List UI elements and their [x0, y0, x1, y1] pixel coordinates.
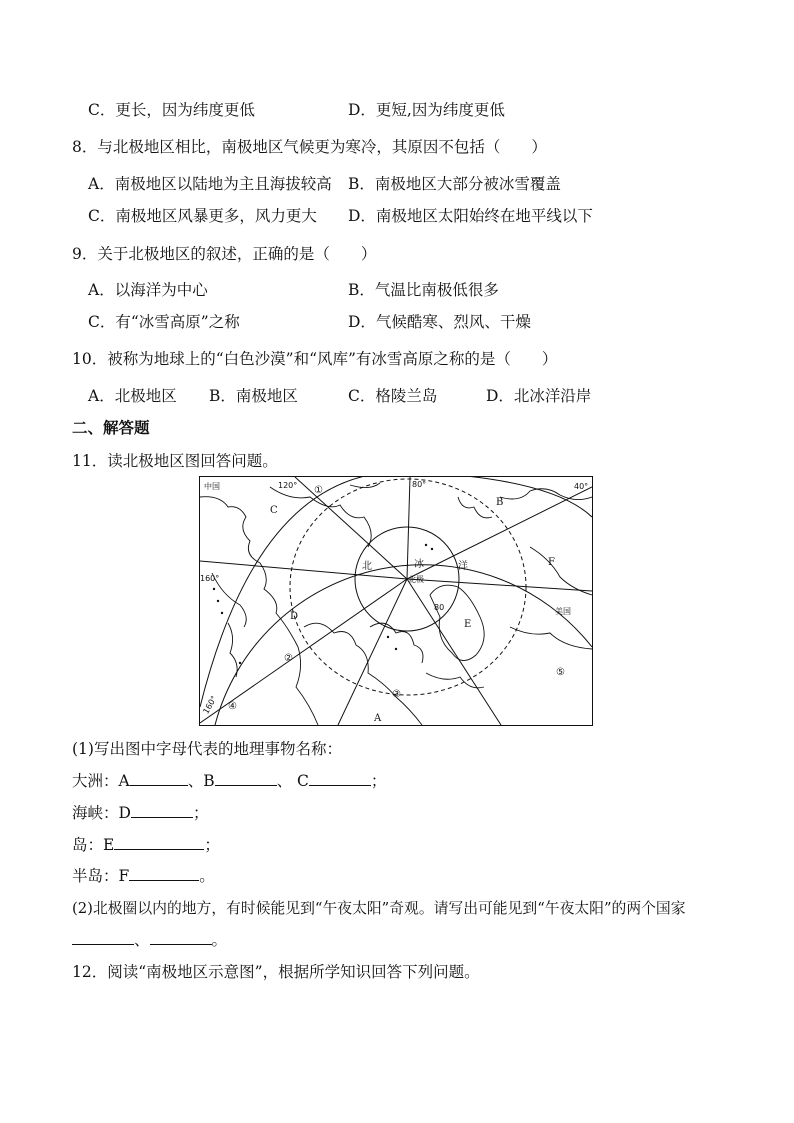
- q10-stem: 10．被称为地球上的“白色沙漠”和“风库”有冰雪高原之称的是（ ）: [72, 350, 558, 368]
- arctic-map-figure: [200, 477, 592, 725]
- small-islands: [213, 544, 433, 664]
- q8-option-a: A．南极地区以陆地为主且海拔较高: [88, 175, 332, 193]
- continent-a-label: A: [118, 772, 130, 790]
- q8-option-b: B．南极地区大部分被冰雪覆盖: [348, 175, 561, 193]
- label-china: 中国: [204, 482, 220, 491]
- island-end: ；: [204, 836, 220, 854]
- q10-option-c: C．格陵兰岛: [348, 387, 438, 405]
- continents-label: 大洲：: [72, 772, 119, 790]
- q12-stem: 12．阅读“南极地区示意图”，根据所学知识回答下列问题。: [72, 963, 480, 981]
- q11-part1: (1)写出图中字母代表的地理事物名称：: [72, 740, 342, 758]
- q11-part2: (2)北极圈以内的地方，有时候能见到“午夜太阳”奇观。请写出可能见到“午夜太阳”的两个国家: [72, 900, 686, 917]
- label-pole: 北极: [408, 575, 424, 584]
- answer-blank-c[interactable]: [309, 771, 371, 786]
- answer-blank-b[interactable]: [215, 771, 277, 786]
- label-lon160: 160°: [200, 574, 220, 583]
- meridian-lines: [200, 477, 592, 725]
- q11-island-line: [72, 835, 220, 855]
- answer-blank-d[interactable]: [131, 803, 193, 818]
- q9-option-d: D．气候酷寒、烈风、干燥: [348, 313, 531, 331]
- q8-stem: 8．与北极地区相比，南极地区气候更为寒冷，其原因不包括（ ）: [72, 138, 547, 156]
- continents-end: ；: [370, 772, 387, 790]
- answer-blank-e[interactable]: [114, 835, 204, 850]
- continent-c-label: 、 C: [276, 772, 309, 790]
- part2-sep: 、: [134, 931, 150, 949]
- q8-option-d: D．南极地区太阳始终在地平线以下: [348, 207, 593, 225]
- label-A: A: [374, 713, 382, 724]
- arctic-map: [199, 476, 593, 726]
- q10-option-d: D．北冰洋沿岸: [486, 387, 592, 405]
- peninsula-label: 半岛：F: [72, 867, 130, 885]
- answer-blank-f[interactable]: [129, 866, 199, 881]
- q9-option-a: A．以海洋为中心: [88, 281, 208, 299]
- q10-option-b: B．南极地区: [209, 387, 298, 405]
- answer-blank-country-2[interactable]: [150, 930, 212, 945]
- q11-continents-line: [72, 771, 386, 791]
- label-lon40: 40°: [574, 482, 589, 491]
- label-lat80: 80: [434, 603, 445, 612]
- label-usa: 美国: [555, 607, 571, 616]
- label-yang: 洋: [458, 561, 468, 572]
- label-C: C: [270, 505, 278, 516]
- q9-stem: 9．关于北极地区的叙述，正确的是（ ）: [72, 245, 377, 263]
- q10-option-a: A．北极地区: [88, 387, 177, 405]
- strait-end: ；: [192, 804, 209, 822]
- q8-option-c: C．南极地区风暴更多，风力更大: [88, 207, 317, 225]
- label-D: D: [290, 611, 299, 622]
- continent-b-label: 、B: [187, 772, 215, 790]
- label-bei: 北: [362, 561, 372, 572]
- label-bing: 冰: [414, 559, 424, 570]
- q9-option-b: B．气温比南极低很多: [348, 281, 499, 299]
- label-n1: ①: [314, 485, 323, 496]
- label-lon120: 120°: [278, 481, 298, 490]
- island-label: 岛：E: [72, 836, 115, 854]
- answer-blank-country-1[interactable]: [72, 930, 134, 945]
- part2-end: 。: [211, 931, 228, 949]
- label-n3: ③: [392, 689, 401, 700]
- q7-option-d: D．更短,因为纬度更低: [348, 101, 505, 119]
- label-F: F: [548, 557, 555, 568]
- strait-label: 海峡：D: [72, 804, 131, 822]
- label-n5: ⑤: [556, 667, 565, 678]
- arctic-circle: [290, 479, 526, 695]
- label-lon160b: 160°: [201, 694, 219, 716]
- label-lon80: 80°: [412, 480, 427, 489]
- q9-option-c: C．有“冰雪高原”之称: [88, 313, 240, 331]
- label-B: B: [496, 497, 504, 508]
- q11-peninsula-line: [72, 866, 215, 886]
- peninsula-end: 。: [199, 867, 215, 885]
- q11-stem: 11．读北极地区图回答问题。: [72, 452, 278, 470]
- label-E: E: [464, 619, 472, 630]
- label-n4: ④: [228, 701, 237, 712]
- answer-blank-a[interactable]: [130, 771, 188, 786]
- q7-option-c: C．更长，因为纬度更低: [88, 101, 255, 119]
- section-title: 二、解答题: [72, 418, 150, 437]
- q11-part2-answer-line: [72, 930, 227, 950]
- label-n2: ②: [284, 653, 293, 664]
- q11-strait-line: [72, 803, 208, 823]
